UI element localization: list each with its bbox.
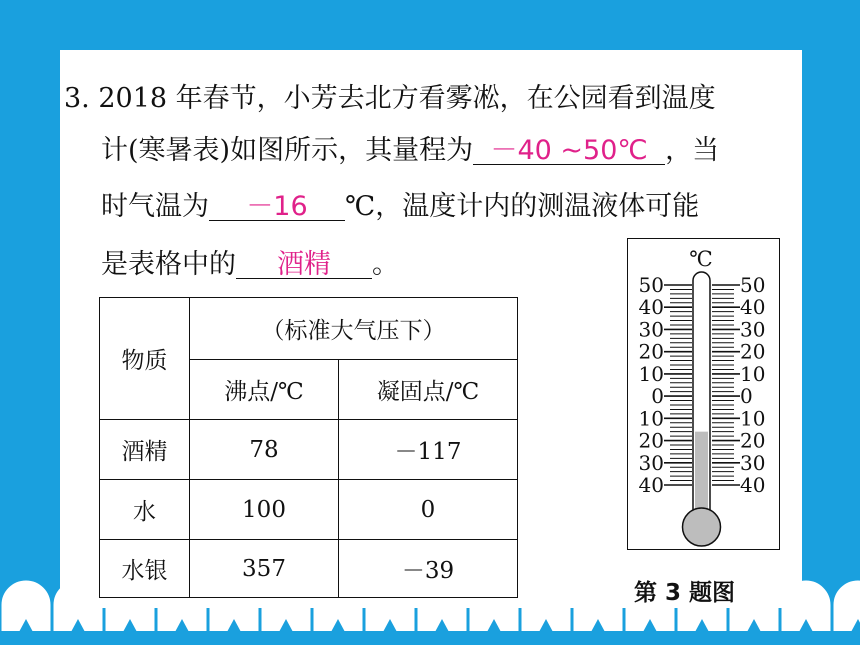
- question-line-2: [101, 128, 719, 167]
- substance-name: 水银: [100, 540, 190, 598]
- scale-label-right: 30: [740, 317, 766, 342]
- col-freezing-header: 凝固点/℃: [339, 360, 518, 420]
- answer-range-blank: －40 ~50℃: [473, 137, 665, 165]
- freezing-point: －117: [339, 420, 518, 480]
- scale-label-right: 20: [740, 428, 766, 453]
- substance-name: 水: [100, 480, 190, 540]
- scale-label-left: 0: [651, 384, 664, 409]
- scale-label-right: 20: [740, 339, 766, 364]
- scale-label-left: 20: [638, 428, 664, 453]
- freezing-point: －39: [339, 540, 518, 598]
- boiling-point: 78: [190, 420, 339, 480]
- substance-name: 酒精: [100, 420, 190, 480]
- group-header-cell: （标准大气压下）: [190, 298, 518, 360]
- frame-top-border: [0, 0, 860, 50]
- scale-label-right: 0: [740, 384, 753, 409]
- answer-temp-blank: －16: [209, 193, 345, 221]
- thermometer-svg: [628, 239, 779, 549]
- scale-label-left: 30: [638, 317, 664, 342]
- question-line-3-end: ℃，温度计内的测温液体可能: [345, 191, 700, 222]
- scale-label-right: 40: [740, 473, 766, 497]
- freezing-point: 0: [339, 480, 518, 540]
- figure-caption: 第 3 题图: [634, 580, 736, 606]
- answer-liquid-blank: 酒精: [236, 251, 372, 279]
- scale-label-left: 30: [638, 450, 664, 475]
- col-boiling-header: 沸点/℃: [190, 360, 339, 420]
- question-line-4-end: 。: [372, 249, 399, 280]
- boiling-point: 357: [190, 540, 339, 598]
- scale-label-left: 50: [638, 273, 664, 297]
- thermometer-bulb: [683, 508, 721, 546]
- scale-label-left: 40: [638, 473, 664, 497]
- question-line-3: [101, 184, 699, 223]
- scale-label-left: 20: [638, 339, 664, 364]
- question-line-3-start: 时气温为: [101, 191, 209, 222]
- table-row: [100, 540, 518, 598]
- thermometer-figure: [627, 238, 780, 550]
- boiling-point: 100: [190, 480, 339, 540]
- question-line-2-end: ，当: [665, 135, 720, 166]
- scale-label-left: 10: [638, 361, 664, 386]
- scale-label-right: 40: [740, 295, 766, 320]
- scale-label-left: 40: [638, 295, 664, 320]
- scale-label-right: 10: [740, 406, 766, 431]
- table-row: [100, 480, 518, 540]
- table-row: [100, 420, 518, 480]
- question-line-4: [101, 242, 399, 281]
- scale-label-right: 10: [740, 361, 766, 386]
- question-line-4-start: 是表格中的: [101, 249, 236, 280]
- row-header-cell: 物质: [100, 298, 190, 420]
- substance-table: [99, 297, 518, 598]
- thermometer-unit: ℃: [689, 247, 713, 271]
- scale-label-right: 30: [740, 450, 766, 475]
- scale-label-left: 10: [638, 406, 664, 431]
- question-line-1: 3. 2018 年春节，小芳去北方看雾凇，在公园看到温度: [64, 83, 716, 114]
- scale-label-right: 50: [740, 273, 766, 297]
- question-line-2-start: 计(寒暑表)如图所示，其量程为: [101, 135, 474, 166]
